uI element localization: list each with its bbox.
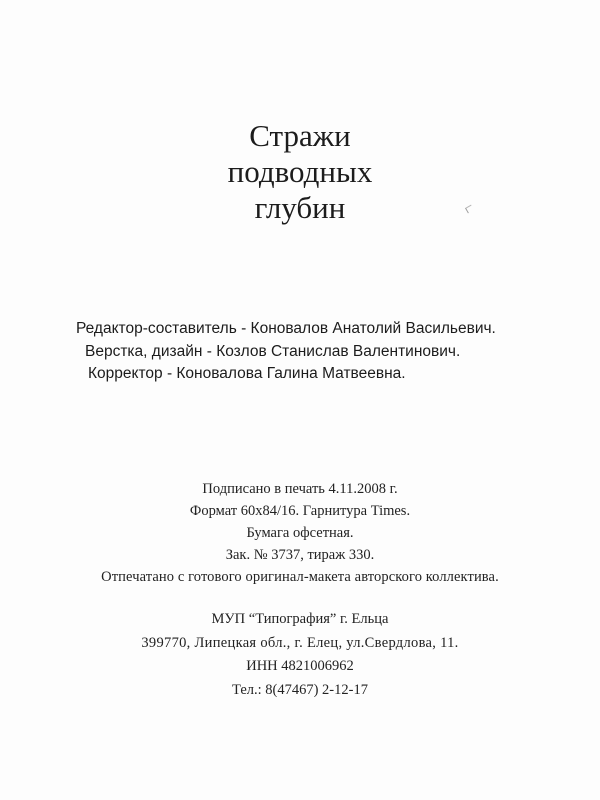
credits-block xyxy=(0,318,600,386)
editor-credit: Редактор-составитель - Коновалов Анатолий Васильевич. xyxy=(76,320,496,337)
title-line-1: Стражи xyxy=(249,118,351,153)
printed-note: Отпечатано с готового оригинал-макета авторского коллектива. xyxy=(101,569,499,585)
order-info: Зак. № 3737, тираж 330. xyxy=(225,547,375,563)
proofreader-credit: Корректор - Коновалова Галина Матвеевна. xyxy=(88,365,406,382)
signed-date: Подписано в печать 4.11.2008 г. xyxy=(202,481,398,497)
printer-address: 399770, Липецкая обл., г. Елец, ул.Свердлова, 11. xyxy=(141,634,459,651)
imprint-block xyxy=(0,478,600,588)
book-title xyxy=(0,118,600,226)
printer-phone: Тел.: 8(47467) 2-12-17 xyxy=(232,681,368,698)
layout-credit: Верстка, дизайн - Козлов Станислав Валентинович. xyxy=(85,342,461,360)
title-line-3: глубин xyxy=(254,190,346,225)
paper-info: Бумага офсетная. xyxy=(246,525,354,541)
printer-name: МУП “Типография” г. Ельца xyxy=(211,611,389,627)
title-line-2: подводных xyxy=(227,154,373,189)
printer-inn: ИНН 4821006962 xyxy=(246,658,354,674)
printer-block xyxy=(0,608,600,702)
format-info: Формат 60x84/16. Гарнитура Times. xyxy=(189,503,411,519)
